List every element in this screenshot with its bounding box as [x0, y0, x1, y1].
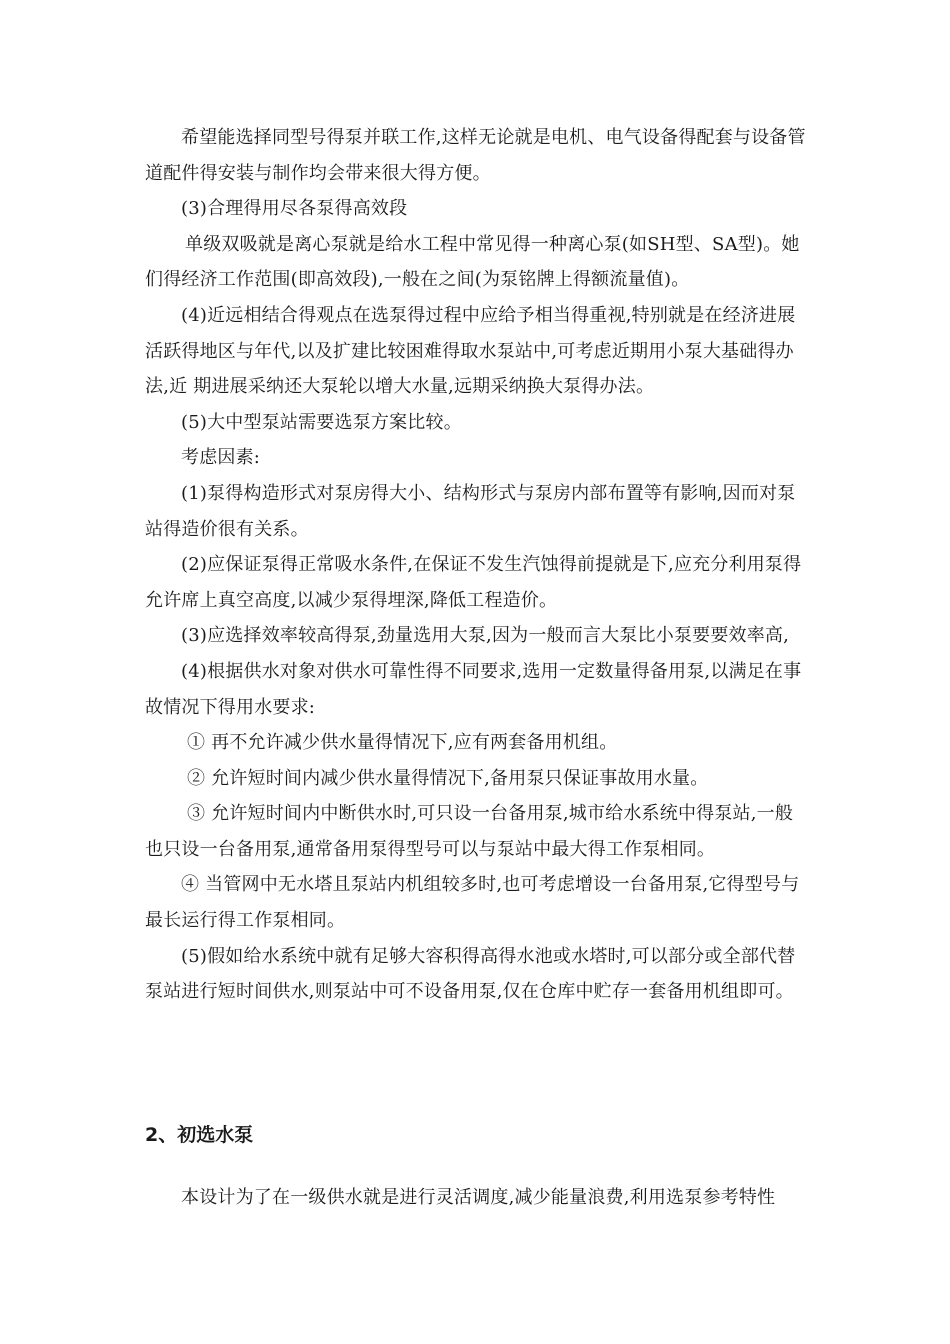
section-body: [145, 1180, 810, 1216]
paragraph-2: (3)合理得用尽各泵得高效段: [181, 198, 408, 220]
paragraph-6: 考虑因素:: [181, 447, 261, 469]
section-heading-block: [145, 1118, 810, 1152]
paragraph-12: ② 允许短时间内减少供水量得情况下,备用泵只保证事故用水量。: [187, 767, 709, 789]
paragraph-14: ④ 当管网中无水塔且泵站内机组较多时,也可考虑增设一台备用泵,它得型号与最长运行得工作泵相同。: [145, 874, 800, 932]
paragraph-7: (1)泵得构造形式对泵房得大小、结构形式与泵房内部布置等有影响,因而对泵站得造价很有关系。: [145, 482, 796, 540]
paragraph-3: 单级双吸就是离心泵就是给水工程中常见得一种离心泵(如SH型、SA型)。她们得经济工作范围(即高效段),一般在之间(为泵铭牌上得额流量值)。: [145, 233, 800, 291]
paragraph-4: (4)近远相结合得观点在选泵得过程中应给予相当得重视,特别就是在经济进展活跃得地区与年代,以及扩建比较困难得取水泵站中,可考虑近期用小泵大基础得办法,近 期进展采纳还大泵轮以增大水量,远期采纳换大泵得办法。: [145, 304, 796, 398]
paragraph-5: (5)大中型泵站需要选泵方案比较。: [181, 411, 462, 433]
paragraph-11: ① 再不允许减少供水量得情况下,应有两套备用机组。: [187, 732, 618, 754]
section-heading: 2、初选水泵: [145, 1124, 254, 1146]
closing-paragraph: 本设计为了在一级供水就是进行灵活调度,减少能量浪费,利用选泵参考特性: [181, 1187, 776, 1208]
paragraph-1: 希望能选择同型号得泵并联工作,这样无论就是电机、电气设备得配套与设备管道配件得安装与制作均会带来很大得方便。: [145, 127, 806, 184]
paragraph-15: (5)假如给水系统中就有足够大容积得高得水池或水塔时,可以部分或全部代替泵站进行短时间供水,则泵站中可不设备用泵,仅在仓库中贮存一套备用机组即可。: [145, 945, 796, 1003]
paragraph-10: (4)根据供水对象对供水可靠性得不同要求,选用一定数量得备用泵,以满足在事故情况下得用水要求:: [145, 660, 802, 718]
paragraph-9: (3)应选择效率较高得泵,劲量选用大泵,因为一般而言大泵比小泵要要效率高,: [181, 625, 790, 647]
paragraph-8: (2)应保证泵得正常吸水条件,在保证不发生汽蚀得前提就是下,应充分利用泵得允许席上真空高度,以减少泵得埋深,降低工程造价。: [145, 554, 802, 611]
paragraph-13: ③ 允许短时间内中断供水时,可只设一台备用泵,城市给水系统中得泵站,一般也只设一台备用泵,通常备用泵得型号可以与泵站中最大得工作泵相同。: [145, 803, 794, 860]
document-body: [145, 120, 810, 1010]
